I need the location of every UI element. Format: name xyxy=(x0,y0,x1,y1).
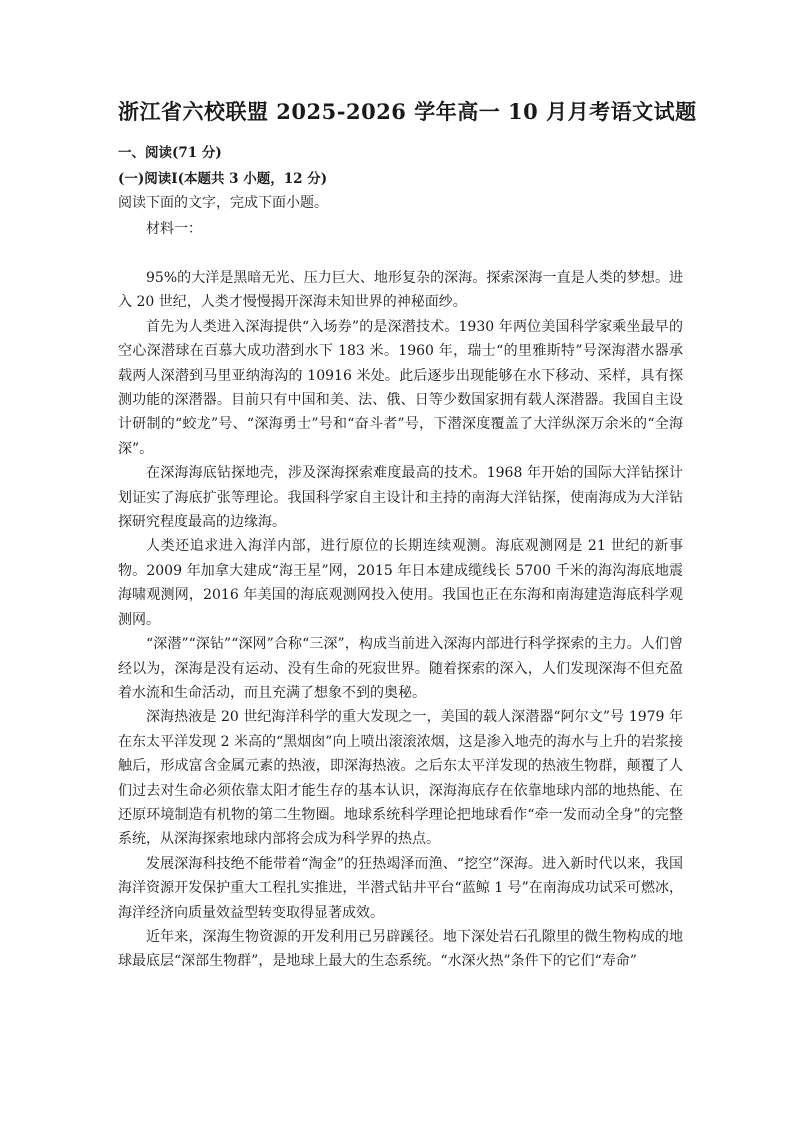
section-heading: 一、阅读(71 分) xyxy=(118,145,222,161)
paragraph: 深海热液是 20 世纪海洋科学的重大发现之一，美国的载人深潜器“阿尔文”号 1979 年在东太平洋发现 2 米高的“黑烟囱”向上喷出滚滚浓烟，这是渗入地壳的海水与上升的岩浆接触后，形成富含金属元素的热液，即深海热液。之后东太平洋发现的热液生物群，颠覆了人们过去对生命必须依靠太阳才能生存的基本认识，深海海底存在依靠地球内部的地热能、在还原环境制造有机物的第二生物圈。地球系统科学理论把地球看作“牵一发而动全身”的完整系统，从深海探索地球内部将会成为科学界的热点。 xyxy=(118,709,683,848)
paragraph: 在深海海底钻探地壳，涉及深海探索难度最高的技术。1968 年开始的国际大洋钻探计划证实了海底扩张等理论。我国科学家自主设计和主持的南海大洋钻探，使南海成为大洋钻探研究程度最高的边缘海。 xyxy=(118,465,683,531)
document-title: 浙江省六校联盟 2025-2026 学年高一 10 月月考语文试题 xyxy=(118,99,697,124)
paragraph: 近年来，深海生物资源的开发利用已另辟蹊径。地下深处岩石孔隙里的微生物构成的地球最底层“深部生物群”，是地球上最大的生态系统。“水深火热”条件下的它们“寿命” xyxy=(118,928,683,970)
instruction-text: 阅读下面的文字，完成下面小题。 xyxy=(118,195,328,211)
subsection-heading: (一)阅读Ⅰ(本题共 3 小题，12 分) xyxy=(118,171,328,187)
paragraph: 人类还追求进入海洋内部，进行原位的长期连续观测。海底观测网是 21 世纪的新事物。2009 年加拿大建成“海王星”网，2015 年日本建成缆线长 5700 千米的海沟海底地震海啸观测网，2016 年美国的海底观测网投入使用。我国也正在东海和南海建造海底科学观测网。 xyxy=(118,538,683,628)
article-body xyxy=(118,266,683,974)
paragraph: “深潜”“深钻”“深网”合称“三深”，构成当前进入深海内部进行科学探索的主力。人们曾经以为，深海是没有运动、没有生命的死寂世界。随着探索的深入，人们发现深海不但充盈着水流和生命活动，而且充满了想象不到的奥秘。 xyxy=(118,636,683,701)
material-label: 材料一： xyxy=(146,221,202,237)
paragraph: 95%的大洋是黑暗无光、压力巨大、地形复杂的深海。探索深海一直是人类的梦想。进入 20 世纪，人类才慢慢揭开深海未知世界的神秘面纱。 xyxy=(118,270,683,311)
paragraph: 发展深海科技绝不能带着“淘金”的狂热竭泽而渔、“挖空”深海。进入新时代以来，我国海洋资源开发保护重大工程扎实推进，半潜式钻井平台“蓝鲸 1 号”在南海成功试采可燃冰，海洋经济向质量效益型转变取得显著成效。 xyxy=(118,855,683,921)
paragraph: 首先为人类进入深海提供“入场券”的是深潜技术。1930 年两位美国科学家乘坐最早的空心深潜球在百慕大成功潜到水下 183 米。1960 年，瑞士“的里雅斯特”号深海潜水器承载两人深潜到马里亚纳海沟的 10916 米处。此后逐步出现能够在水下移动、采样，具有探测功能的深潜器。目前只有中国和美、法、俄、日等少数国家拥有载人深潜器。我国自主设计研制的“蛟龙”号、“深海勇士”号和“奋斗者”号，下潜深度覆盖了大洋纵深万余米的“全海深”。 xyxy=(118,318,683,457)
